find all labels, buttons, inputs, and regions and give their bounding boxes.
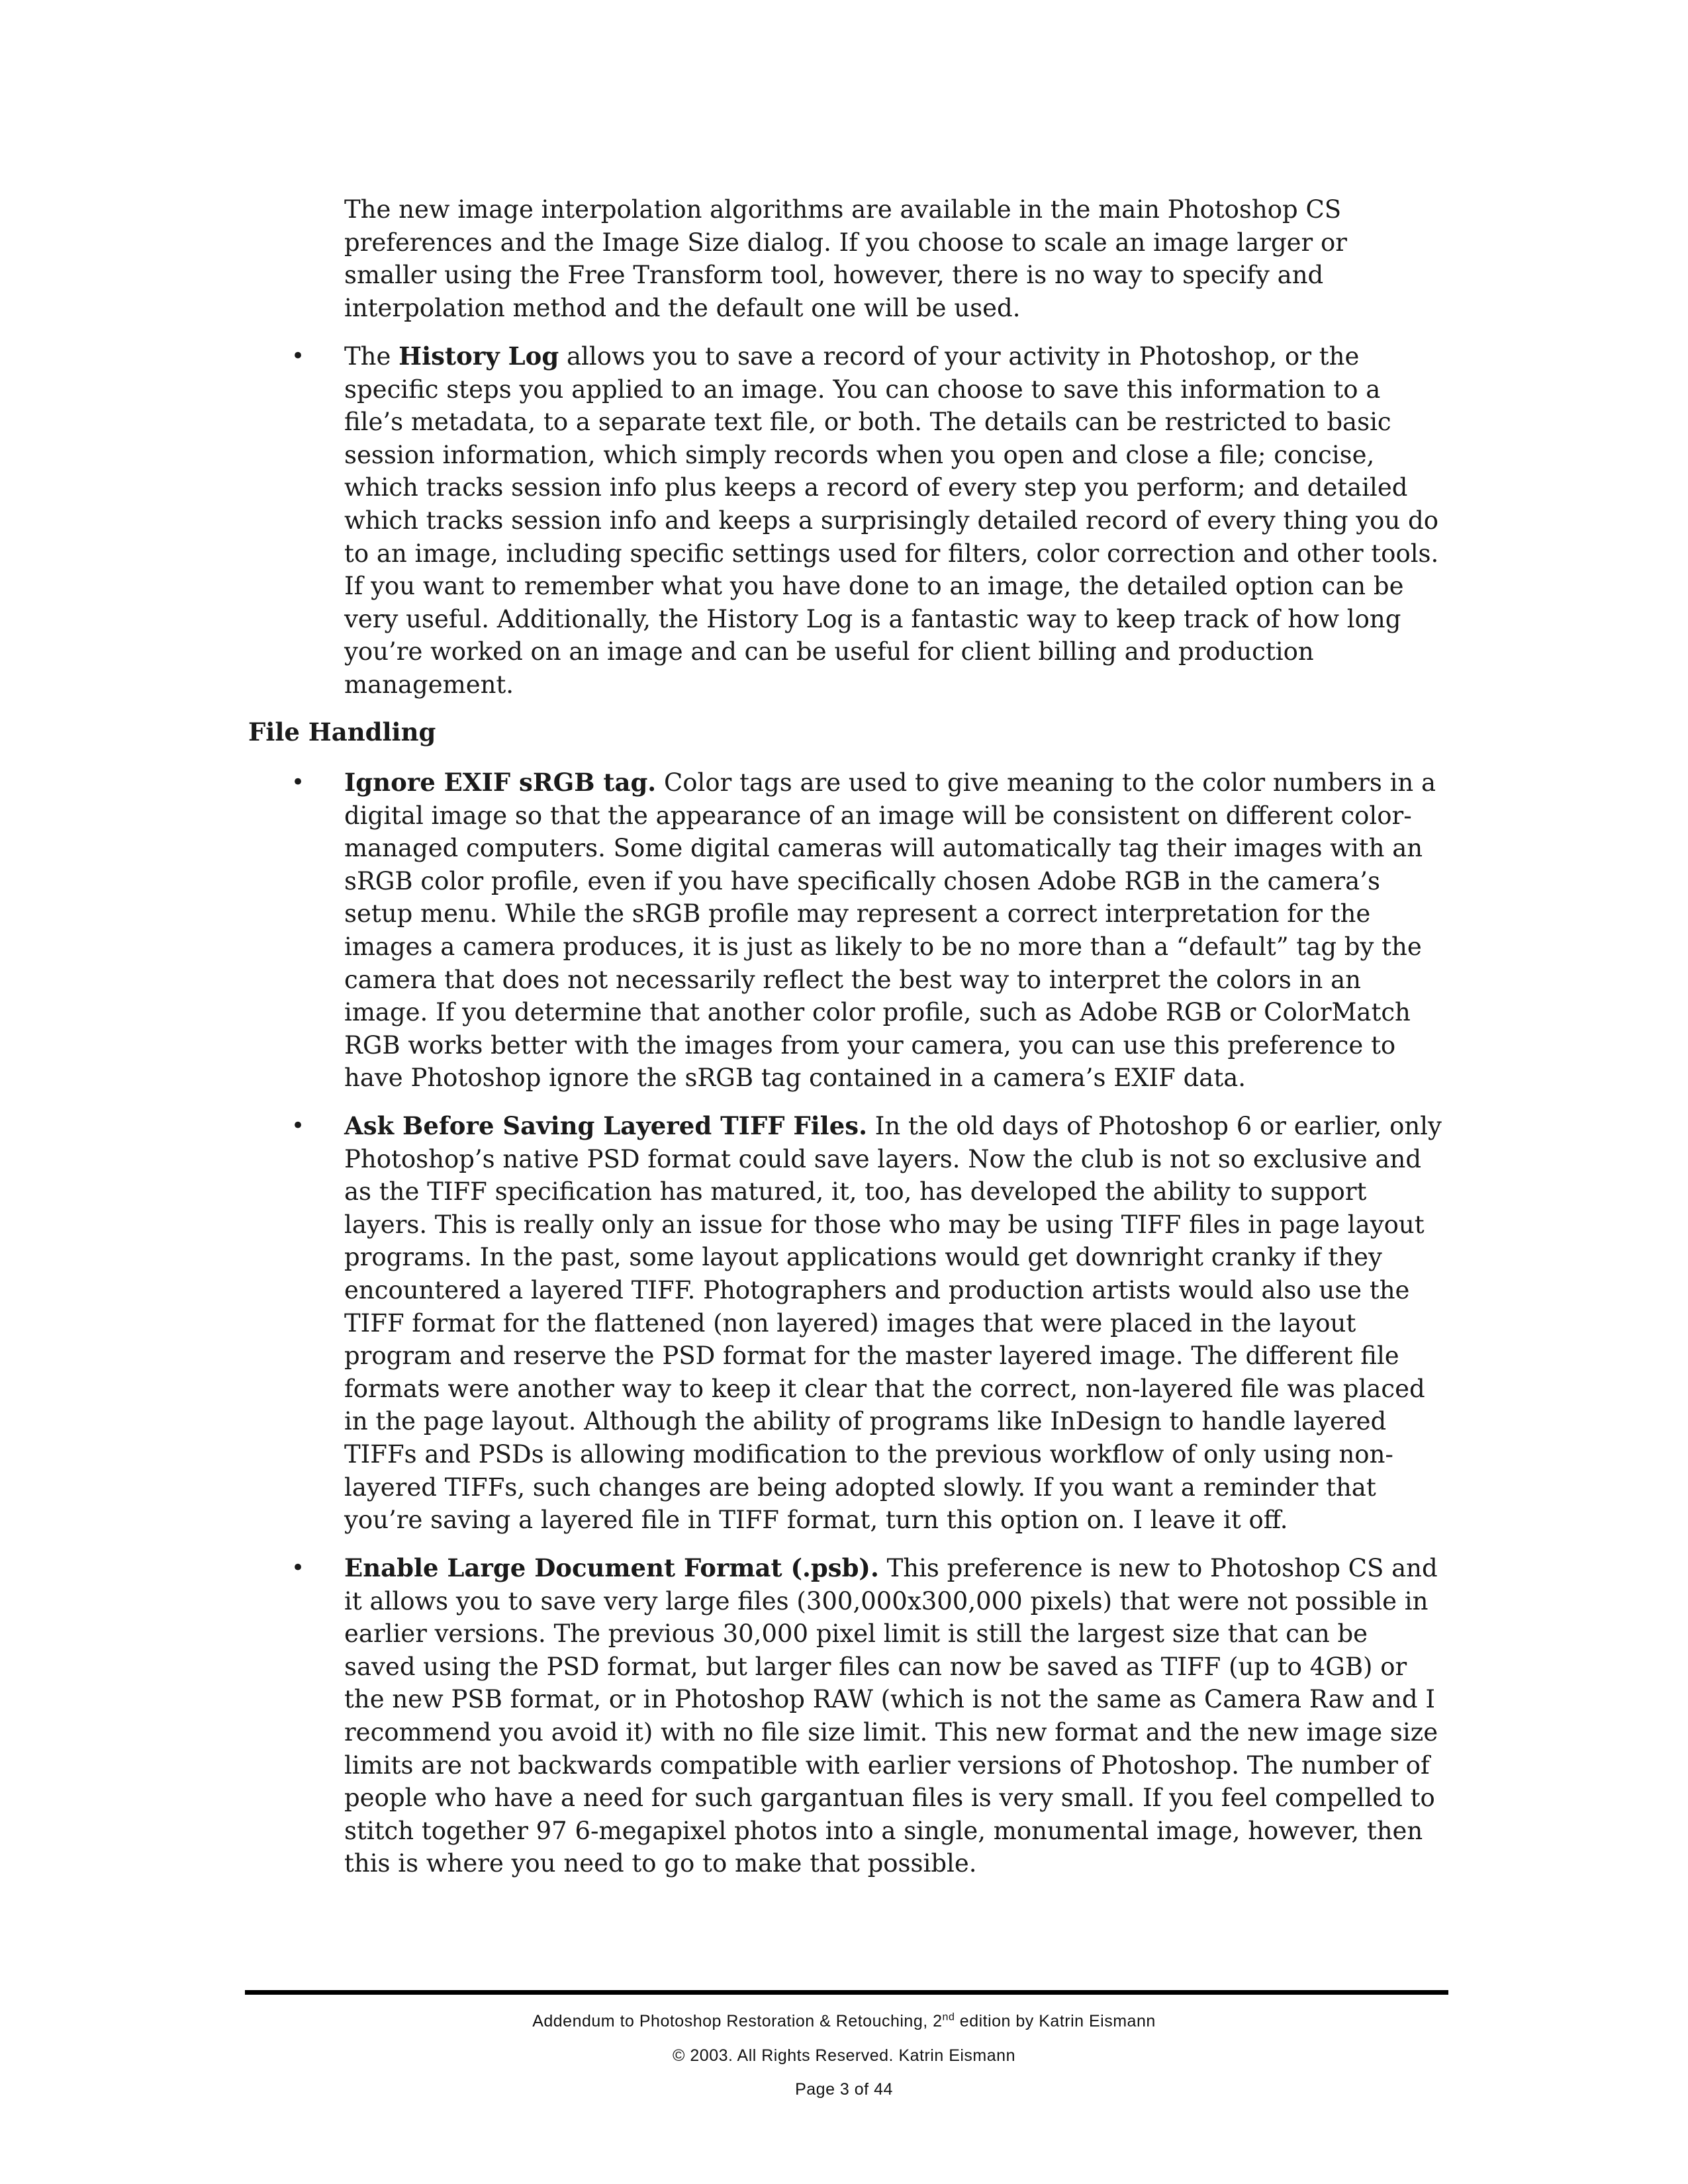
history-log-prefix: The bbox=[344, 342, 399, 371]
ignore-exif-paragraph bbox=[344, 766, 1443, 1095]
bullet-marker: • bbox=[291, 1555, 305, 1581]
footer-divider bbox=[245, 1990, 1448, 1995]
footer-line-book bbox=[0, 2012, 1688, 2031]
bullet-marker: • bbox=[291, 769, 305, 796]
layered-tiff-text: In the old days of Photoshop 6 or earlier, only Photoshop’s native PSD format could save layers. Now the club is not so exclusive and as the TIFF specification has matured, it, too, has developed the ability to support layers. This is really only an issue for those who may be using TIFF files in page layout programs. In the past, some layout applications would get downright cranky if they encountered a layered TIFF. Photographers and production artists would also use the TIFF format for the flattened (non layered) images that were placed in the layout program and reserve the PSD format for the master layered image. The different file formats were another way to keep it clear that the correct, non-layered file was placed in the page layout. Although the ability of programs like InDesign to handle layered TIFFs and PSDs is allowing modification to the previous workflow of only using non-layered TIFFs, such changes are being adopted slowly. If you want a reminder that you’re saving a layered file in TIFF format, turn this option on. I leave it off. bbox=[344, 1112, 1442, 1535]
layered-tiff-paragraph bbox=[344, 1110, 1443, 1537]
bullet-marker: • bbox=[291, 1113, 305, 1139]
large-document-text: This preference is new to Photoshop CS and it allows you to save very large files (300,000x300,000 pixels) that were not possible in earlier versions. The previous 30,000 pixel limit is still the largest size that can be saved using the PSD format, but larger files can now be saved as TIFF (up to 4GB) or the new PSB format, or in Photoshop RAW (which is not the same as Camera Raw and I recommend you avoid it) with no file size limit. This new format and the new image size limits are not backwards compatible with earlier versions of Photoshop. The number of people who have a need for such gargantuan files is very small. If you feel compelled to stitch together 97 6-megapixel photos into a single, monumental image, however, then this is where you need to go to make that possible. bbox=[344, 1554, 1438, 1878]
ignore-exif-term: Ignore EXIF sRGB tag. bbox=[344, 768, 657, 797]
footer-copyright: © 2003. All Rights Reserved. Katrin Eismann bbox=[673, 2046, 1015, 2065]
history-log-term: History Log bbox=[399, 341, 559, 371]
footer-book-title: Addendum to Photoshop Restoration & Retouching, 2 bbox=[532, 2012, 943, 2030]
footer-ordinal: nd bbox=[942, 2011, 955, 2023]
layered-tiff-term: Ask Before Saving Layered TIFF Files. bbox=[344, 1111, 867, 1140]
history-log-paragraph bbox=[344, 340, 1443, 702]
footer-page-number: Page 3 of 44 bbox=[795, 2080, 893, 2099]
section-heading: File Handling bbox=[248, 717, 436, 747]
large-document-term: Enable Large Document Format (.psb). bbox=[344, 1553, 879, 1582]
large-document-paragraph bbox=[344, 1552, 1443, 1880]
bullet-marker: • bbox=[291, 343, 305, 369]
history-log-text: allows you to save a record of your activity in Photoshop, or the specific steps you applied to an image. You can choose to save this information to a file’s metadata, to a separate text file, or both. The details can be restricted to basic session information, which simply records when you open and close a file; concise, which tracks session info plus keeps a record of every step you perform; and detailed which tracks session info and keeps a surprisingly detailed record of every thing you do to an image, including specific settings used for filters, color correction and other tools. If you want to remember what you have done to an image, the detailed option can be very useful. Additionally, the History Log is a fantastic way to keep track of how long you’re worked on an image and can be useful for client billing and production management. bbox=[344, 342, 1439, 699]
footer-author: edition by Katrin Eismann bbox=[955, 2012, 1156, 2030]
intro-paragraph: The new image interpolation algorithms are available in the main Photoshop CS preferences and the Image Size dialog. If you choose to scale an image larger or smaller using the Free Transform tool, however, there is no way to specify and interpolation method and the default one will be used. bbox=[344, 195, 1347, 322]
ignore-exif-text: Color tags are used to give meaning to the color numbers in a digital image so that the appearance of an image will be consistent on different color-managed computers. Some digital cameras will automatically tag their images with an sRGB color profile, even if you have specifically chosen Adobe RGB in the camera’s setup menu. While the sRGB profile may represent a correct interpretation for the images a camera produces, it is just as likely to be no more than a “default” tag by the camera that does not necessarily reflect the best way to interpret the colors in an image. If you determine that another color profile, such as Adobe RGB or ColorMatch RGB works better with the images from your camera, you can use this preference to have Photoshop ignore the sRGB tag contained in a camera’s EXIF data. bbox=[344, 768, 1436, 1093]
